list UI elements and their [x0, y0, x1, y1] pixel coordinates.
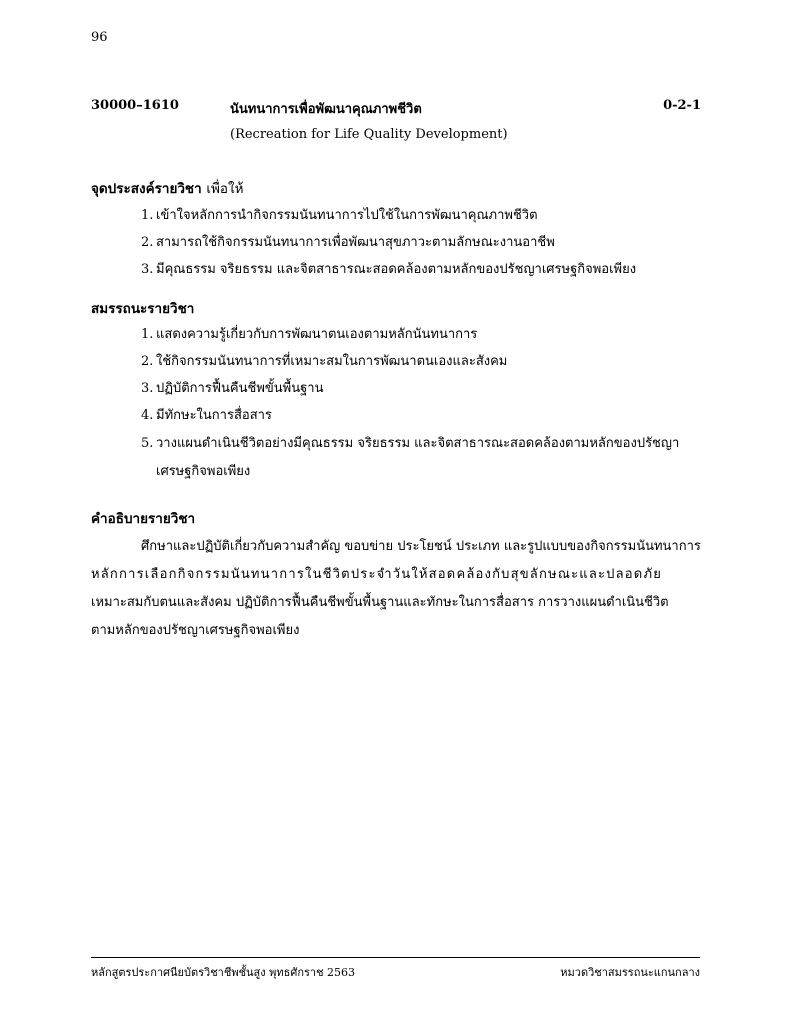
- competency-number: 3.: [141, 381, 154, 396]
- competency-text-continuation: เศรษฐกิจพอเพียง: [156, 464, 251, 479]
- footer-curriculum-name: หลักสูตรประกาศนียบัตรวิชาชีพชั้นสูง พุทธศักราช 2563: [91, 966, 356, 979]
- objective-item: [141, 258, 636, 279]
- objective-item: [141, 204, 538, 225]
- competency-item: [141, 404, 272, 425]
- competency-item: [141, 350, 507, 371]
- competency-number: 1.: [141, 327, 154, 342]
- description-line: เหมาะสมกับตนและสังคม ปฏิบัติการฟื้นคืนชีพขั้นพื้นฐานและทักษะในการสื่อสาร การวางแผนดำเนินชีวิต: [91, 595, 669, 610]
- objective-text: มีคุณธรรม จริยธรรม และจิตสาธารณะสอดคล้องตามหลักของปรัชญาเศรษฐกิจพอเพียง: [156, 262, 637, 277]
- competencies-heading: สมรรถนะรายวิชา: [91, 301, 195, 317]
- competency-text: ปฏิบัติการฟื้นคืนชีพขั้นพื้นฐาน: [156, 381, 324, 396]
- course-title-english: (Recreation for Life Quality Development): [230, 127, 508, 142]
- competency-text: ใช้กิจกรรมนันทนาการที่เหมาะสมในการพัฒนาตนเองและสังคม: [156, 354, 508, 369]
- competency-number: 4.: [141, 408, 154, 423]
- competency-number: 5.: [141, 436, 154, 451]
- objectives-heading-suffix: เพื่อให้: [206, 181, 244, 197]
- objectives-heading: [91, 177, 244, 199]
- competency-item: [141, 432, 679, 453]
- footer-divider: [91, 957, 700, 958]
- objective-number: 3.: [141, 262, 154, 277]
- course-credits: 0-2-1: [663, 98, 701, 113]
- description-line: หลักการเลือกกิจกรรมนันทนาการในชีวิตประจำวันให้สอดคล้องกับสุขลักษณะและปลอดภัย: [91, 567, 663, 582]
- competency-number: 2.: [141, 354, 154, 369]
- page-number: 96: [91, 30, 108, 45]
- objective-number: 2.: [141, 235, 154, 250]
- competency-text: มีทักษะในการสื่อสาร: [156, 408, 272, 423]
- description-line: ตามหลักของปรัชญาเศรษฐกิจพอเพียง: [91, 623, 300, 638]
- course-code: 30000–1610: [91, 98, 179, 113]
- objective-text: สามารถใช้กิจกรรมนันทนาการเพื่อพัฒนาสุขภาวะตามลักษณะงานอาชีพ: [156, 235, 555, 250]
- course-header: [91, 98, 701, 118]
- description-line: ศึกษาและปฏิบัติเกี่ยวกับความสำคัญ ขอบข่าย ประโยชน์ ประเภท และรูปแบบของกิจกรรมนันทนาการ: [141, 539, 701, 554]
- objectives-heading-label: จุดประสงค์รายวิชา: [91, 181, 202, 197]
- competency-text: วางแผนดำเนินชีวิตอย่างมีคุณธรรม จริยธรรม และจิตสาธารณะสอดคล้องตามหลักของปรัชญา: [156, 436, 680, 451]
- objective-item: [141, 231, 555, 252]
- course-title: นันทนาการเพื่อพัฒนาคุณภาพชีวิต: [230, 102, 422, 117]
- competency-text: แสดงความรู้เกี่ยวกับการพัฒนาตนเองตามหลักนันทนาการ: [156, 327, 478, 342]
- footer-category: หมวดวิชาสมรรถนะแกนกลาง: [560, 966, 700, 979]
- objective-number: 1.: [141, 208, 154, 223]
- objective-text: เข้าใจหลักการนำกิจกรรมนันทนาการไปใช้ในการพัฒนาคุณภาพชีวิต: [156, 208, 538, 223]
- description-heading: คำอธิบายรายวิชา: [91, 511, 196, 527]
- competency-item: [141, 377, 323, 398]
- competency-item: [141, 323, 477, 344]
